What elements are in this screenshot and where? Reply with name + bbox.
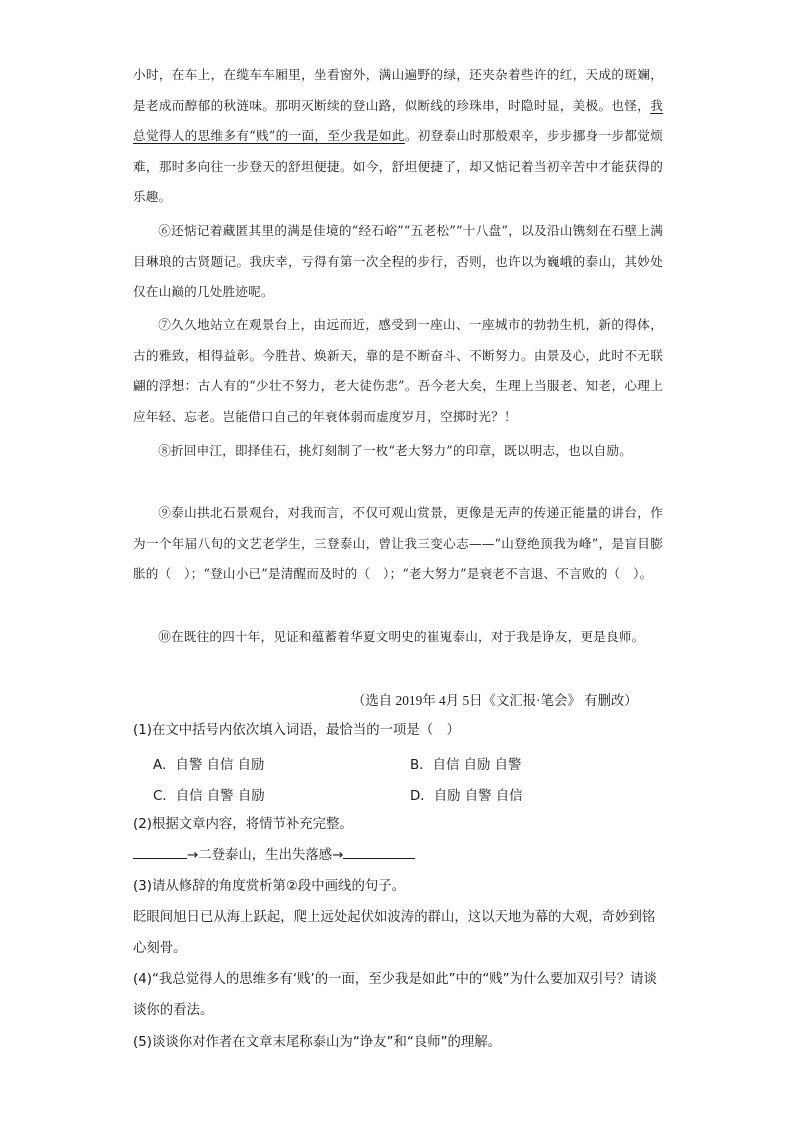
underlined-sentence: 我总觉得人的思维多有“贱”的一面，至少我是如此 (133, 97, 663, 143)
passage-paragraph-10: ⑩在既往的四十年，见证和蕴蓄着华夏文明史的崔嵬泰山，对于我是诤友，更是良师。 (158, 629, 645, 644)
question-2-fill-line (133, 841, 668, 872)
option-a[interactable]: A．自警 自信 自励 (153, 758, 265, 773)
passage-text: 小时，在车上，在缆车车厢里，坐看窗外，满山遍野的绿，还夹杂着些许的红，天成的斑斓，是老成而醇郁的秋涟味。那明灭断续的登山路，似断线的珍珠串，时隐时显，美极。也怪， (133, 67, 663, 113)
passage-paragraph-8: ⑧折回申江，即择佳石，挑灯刻制了一枚“老大努力”的印章，既以明志，也以自励。 (158, 443, 633, 458)
option-d[interactable]: D．自励 自警 自信 (410, 789, 523, 804)
answer-blank-2[interactable] (343, 844, 415, 859)
passage-paragraph-6: ⑥还惦记着藏匿其里的满是佳境的“经石峪”“五老松”“十八盘”，以及沿山镌刻在石壁上满目琳琅的古贤题记。我庆幸，亏得有第一次全程的步行，否则，也许以为巍峨的泰山，其妙处仅在山巅的几处胜迹呢。 (133, 223, 663, 299)
passage-paragraph-9: ⑨泰山拱北石景观台，对我而言，不仅可观山赏景，更像是无声的传递正能量的讲台，作为一个年届八旬的文艺老学生，三登泰山，曾让我三变心志——“山登绝顶我为峰”，是盲目膨胀的（ ）；“登山小已”是清醒而及时的（ ）；“老大努力”是衰老不言退、不言败的（ ）。 (133, 505, 663, 581)
answer-blank-1[interactable] (133, 844, 187, 859)
question-3: (3)请从修辞的角度赏析第②段中画线的句子。 (133, 879, 406, 894)
plot-middle-text: →二登泰山，生出失落感→ (187, 848, 344, 863)
option-b[interactable]: B．自信 自励 自警 (410, 758, 522, 773)
passage-text: 。初登泰山时那般艰辛，步步挪身一步都觉烦难，那时多向往一步登天的舒坦便捷。如今，舒坦便捷了，却又惦记着当初辛苦中才能获得的乐趣。 (133, 128, 664, 204)
question-4: (4)“我总觉得人的思维多有‘贱’的一面，至少我是如此”中的“贱”为什么要加双引号？请谈谈你的看法。 (133, 972, 657, 1018)
question-3-sentence: 眨眼间旭日已从海上跃起，爬上远处起伏如波涛的群山，这以天地为幕的大观，奇妙到铭心刻骨。 (133, 910, 656, 956)
question-1: (1)在文中括号内依次填入词语，最恰当的一项是（ ） (133, 723, 460, 738)
source-citation: （选自 2019年 4月 5日《文汇报·笔会》 有删改） (352, 693, 638, 708)
passage-paragraph-continued (133, 60, 663, 213)
option-c[interactable]: C．自信 自警 自励 (153, 789, 265, 804)
question-2: (2)根据文章内容，将情节补充完整。 (133, 817, 353, 832)
question-5: (5)谈谈你对作者在文章末尾称泰山为“诤友”和“良师”的理解。 (133, 1035, 502, 1050)
passage-paragraph-7: ⑦久久地站立在观景台上，由远而近，感受到一座山、一座城市的勃勃生机，新的得体，古的雅致，相得益彰。今胜昔、焕新天，靠的是不断奋斗、不断努力。由景及心，此时不无联翩的浮想：古人有的“少壮不努力，老大徒伤悲”。吾今老大矣，生理上当服老、知老，心理上应年轻、忘老。岂能借口自己的年衰体弱而虚度岁月，空掷时光？！ (133, 317, 663, 424)
